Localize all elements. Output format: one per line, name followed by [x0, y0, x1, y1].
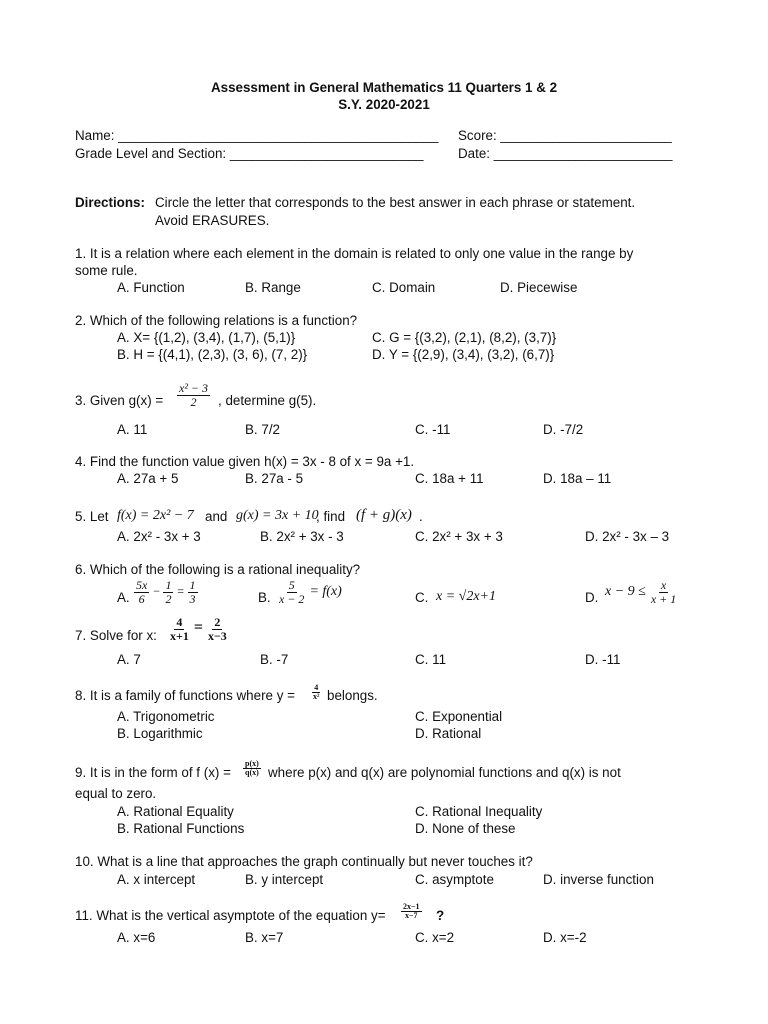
q1-choice-a: A. Function [117, 280, 185, 295]
question-7-prefix: 7. Solve for x: [75, 628, 157, 643]
question-9-suffix: where p(x) and q(x) are polynomial functions and q(x) is not [268, 765, 621, 780]
q3-choice-b: B. 7/2 [245, 422, 280, 437]
q2-choice-d: D. Y = {(2,9), (3,4), (3,2), (6,7)} [372, 347, 555, 362]
q8-num: 4 [314, 683, 319, 692]
q4-choice-a: A. 27a + 5 [117, 471, 179, 486]
q3-choice-a: A. 11 [117, 422, 148, 437]
question-9-prefix: 9. It is in the form of f (x) = [75, 765, 231, 780]
q11-num: 2x−1 [403, 902, 420, 911]
score-field: Score: _______________________ [458, 128, 672, 143]
q11-choice-d: D. x=-2 [543, 930, 587, 945]
q6-b-den: x − 2 [279, 591, 305, 606]
question-8-suffix: belongs. [327, 688, 378, 703]
q9-num: p(x) [245, 759, 259, 768]
question-11-prefix: 11. What is the vertical asymptote of the equation y= [75, 908, 386, 923]
q6-choice-d-label: D. [585, 590, 599, 605]
question-6-stem: 6. Which of the following is a rational inequality? [75, 562, 361, 577]
question-8-prefix: 8. It is a family of functions where y = [75, 688, 295, 703]
directions-line-2: Avoid ERASURES. [155, 213, 270, 228]
q7-choice-a: A. 7 [117, 652, 141, 667]
q11-choice-a: A. x=6 [117, 930, 156, 945]
q4-choice-c: C. 18a + 11 [415, 471, 484, 486]
grade-section-field: Grade Level and Section: __________________________ [75, 146, 424, 161]
q9-choice-c: C. Rational Inequality [415, 804, 543, 819]
q2-choice-b: B. H = {(4,1), (2,3), (3, 6), (7, 2)} [117, 347, 308, 362]
q7-choice-b: B. -7 [260, 652, 289, 667]
q8-choice-d: D. Rational [415, 726, 482, 741]
q10-choice-b: B. y intercept [245, 872, 324, 887]
q10-choice-a: A. x intercept [117, 872, 196, 887]
q10-choice-d: D. inverse function [543, 872, 654, 887]
q7-right-num: 2 [214, 615, 221, 629]
q4-choice-b: B. 27a - 5 [245, 471, 304, 486]
q5-g-expression: g(x) = 3x + 10 [236, 508, 319, 523]
q11-den: x−7 [405, 911, 418, 921]
q2-choice-c: C. G = {(3,2), (2,1), (8,2), (3,7)} [372, 330, 557, 345]
q6-a-frac2-num: 1 [165, 578, 172, 592]
q6-a-minus: − [152, 583, 161, 598]
question-1-line-2: some rule. [75, 263, 138, 278]
q3-fraction-numerator: x² − 3 [179, 381, 209, 395]
page-title: Assessment in General Mathematics 11 Quarters 1 & 2 [210, 80, 558, 95]
directions-line-1: Circle the letter that corresponds to the best answer in each phrase or statement. [155, 195, 636, 210]
q1-choice-d: D. Piecewise [500, 280, 578, 295]
question-3-suffix: , determine g(5). [218, 393, 317, 408]
q6-choice-c-expression: x = √2x+1 [436, 589, 497, 604]
q11-fraction [401, 903, 422, 921]
q7-choice-d: D. -11 [585, 652, 621, 667]
directions-label: Directions: [75, 195, 145, 210]
q7-right-den: x−3 [207, 628, 227, 643]
q7-left-den: x+1 [170, 628, 189, 643]
q5-choice-a: A. 2x² - 3x + 3 [117, 529, 201, 544]
q9-den: q(x) [245, 768, 259, 778]
q6-a-frac1-den: 6 [138, 591, 145, 606]
q8-choice-b: B. Logarithmic [117, 726, 203, 741]
q9-fraction [243, 760, 261, 778]
question-5-prefix: 5. Let [75, 509, 109, 524]
q9-choice-a: A. Rational Equality [117, 804, 234, 819]
q5-period: . [419, 509, 423, 524]
school-year: S.Y. 2020-2021 [338, 97, 430, 112]
q6-d-lhs: x − 9 ≤ [605, 583, 646, 599]
q9-choice-d: D. None of these [415, 821, 516, 836]
q11-choice-b: B. x=7 [245, 930, 284, 945]
q7-equals: = [193, 618, 203, 636]
q5-choice-b: B. 2x² + 3x - 3 [260, 529, 344, 544]
q3-fraction-denominator: 2 [190, 394, 197, 409]
q7-choice-c: C. 11 [415, 652, 447, 667]
question-2-stem: 2. Which of the following relations is a function? [75, 313, 358, 328]
q8-fraction [311, 684, 321, 702]
question-4-stem: 4. Find the function value given h(x) = 3x - 8 of x = 9a +1. [75, 454, 415, 469]
q7-left-num: 4 [176, 615, 183, 629]
date-field: Date: ________________________ [458, 146, 673, 161]
q10-choice-c: C. asymptote [415, 872, 494, 887]
q3-fraction [177, 382, 210, 408]
question-11-suffix: ? [436, 908, 445, 923]
q4-choice-d: D. 18a – 11 [543, 471, 612, 486]
name-field: Name: ___________________________________________ [75, 128, 439, 143]
q8-choice-a: A. Trigonometric [117, 709, 215, 724]
question-9-line-2: equal to zero. [75, 786, 157, 801]
q6-d-den: x + 1 [650, 591, 677, 606]
q6-b-num: 5 [288, 578, 295, 592]
q3-choice-d: D. -7/2 [543, 422, 584, 437]
q3-choice-c: C. -11 [415, 422, 451, 437]
q6-a-frac2-den: 2 [165, 591, 172, 606]
q8-den: x² [313, 692, 320, 702]
q1-choice-b: B. Range [245, 280, 301, 295]
q2-choice-a: A. X= {(1,2), (3,4), (1,7), (5,1)} [117, 330, 296, 345]
q6-choice-d-expression [605, 579, 678, 605]
q7-equation [168, 616, 229, 642]
question-1-line-1: 1. It is a relation where each element in the domain is related to only one value in the range by [75, 246, 634, 261]
q5-f-expression: f(x) = 2x² − 7 [117, 508, 194, 523]
q5-fg-expression: (f + g)(x) [356, 507, 412, 523]
q6-choice-c-label: C. [415, 590, 429, 605]
q11-choice-c: C. x=2 [415, 930, 455, 945]
q6-d-num: x [660, 578, 667, 592]
q6-a-frac3-num: 1 [189, 578, 196, 592]
q5-choice-c: C. 2x² + 3x + 3 [415, 529, 503, 544]
q1-choice-c: C. Domain [372, 280, 436, 295]
q6-a-frac1-num: 5x [136, 578, 148, 592]
q6-choice-b-label: B. [258, 590, 271, 605]
q6-b-rhs: = f(x) [309, 583, 342, 599]
q8-choice-c: C. Exponential [415, 709, 503, 724]
q6-choice-b-expression [277, 579, 342, 605]
q6-a-equals: = [176, 583, 185, 598]
q6-choice-a-expression [134, 579, 198, 605]
q5-choice-d: D. 2x² - 3x – 3 [585, 529, 670, 544]
q6-choice-a-label: A. [117, 590, 130, 605]
q6-a-frac3-den: 3 [189, 591, 196, 606]
q5-and: and [205, 509, 228, 524]
q9-choice-b: B. Rational Functions [117, 821, 245, 836]
question-3-prefix: 3. Given g(x) = [75, 393, 164, 408]
question-10-stem: 10. What is a line that approaches the graph continually but never touches it? [75, 854, 533, 869]
q5-find: , find [316, 509, 346, 524]
